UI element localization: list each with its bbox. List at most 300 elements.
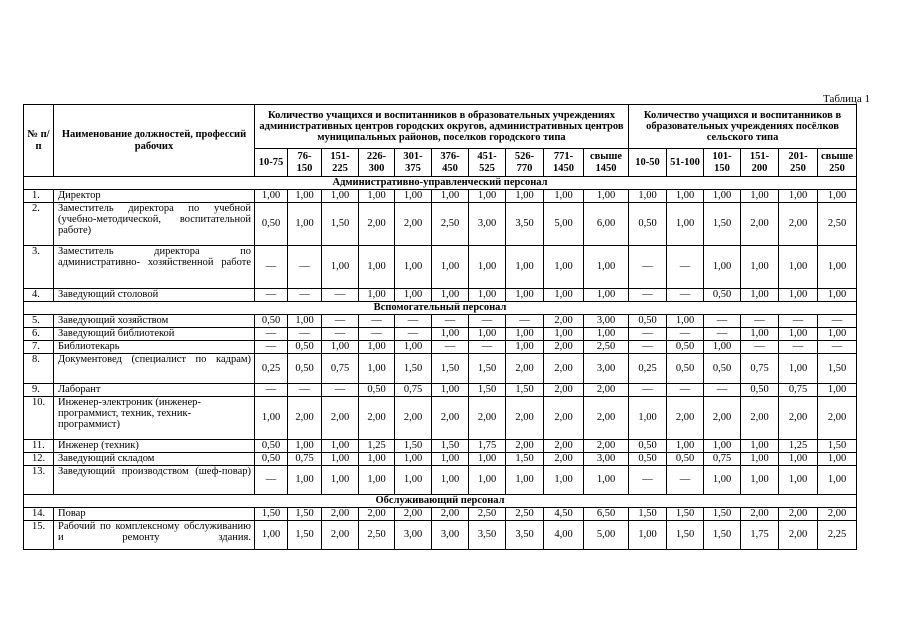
staff-rate-cell: 1,00	[432, 289, 469, 302]
staff-rate-cell: 2,00	[359, 397, 395, 440]
staff-rate-cell: 0,50	[359, 384, 395, 397]
staff-rate-cell: —	[629, 246, 667, 289]
staff-rate-cell: 0,75	[704, 453, 741, 466]
staff-rate-cell: 1,00	[322, 453, 359, 466]
staff-rate-cell: —	[818, 315, 857, 328]
staff-rate-cell: 1,00	[667, 190, 704, 203]
staff-rate-cell: 1,50	[469, 384, 506, 397]
table-row	[24, 354, 857, 384]
header-range-rural: 101-150	[704, 149, 741, 177]
staff-rate-cell: 2,00	[359, 203, 395, 246]
position-name: Рабочий по комплексному обслуживанию и ремонту здания.	[54, 521, 255, 550]
staff-rate-cell: 1,00	[506, 341, 544, 354]
row-number: 3.	[24, 246, 54, 289]
staff-rate-cell: —	[667, 246, 704, 289]
row-number: 5.	[24, 315, 54, 328]
staff-rate-cell: —	[255, 341, 288, 354]
staff-rate-cell: 1,00	[432, 453, 469, 466]
staff-rate-cell: 1,50	[322, 203, 359, 246]
table-caption: Таблица 1	[823, 93, 871, 105]
staff-rate-cell: 1,00	[741, 328, 779, 341]
staff-rate-cell: 1,25	[359, 440, 395, 453]
staff-rate-cell: 1,00	[667, 315, 704, 328]
staff-rate-cell: 1,00	[779, 453, 818, 466]
staff-rate-cell: —	[704, 328, 741, 341]
table-row	[24, 453, 857, 466]
staff-rate-cell: —	[667, 328, 704, 341]
staff-rate-cell: 2,00	[704, 397, 741, 440]
staff-rate-cell: 1,00	[395, 466, 432, 495]
staff-rate-cell: 2,00	[432, 397, 469, 440]
staff-rate-cell: 1,25	[779, 440, 818, 453]
staff-rate-cell: 2,00	[506, 397, 544, 440]
staff-rate-cell: 1,00	[667, 203, 704, 246]
row-number: 13.	[24, 466, 54, 495]
staff-rate-cell: 1,00	[741, 190, 779, 203]
staff-rate-cell: 1,00	[506, 246, 544, 289]
header-rural-group: Количество учащихся и воспитанников в образовательных учреждениях посёлков сельского типа	[629, 105, 857, 149]
staff-rate-cell: 1,00	[629, 397, 667, 440]
staff-rate-cell: 6,00	[584, 203, 629, 246]
staff-rate-cell: 1,00	[288, 440, 322, 453]
staff-rate-cell: 1,00	[584, 246, 629, 289]
section-row	[24, 177, 857, 190]
staff-rate-cell: 0,50	[255, 453, 288, 466]
staff-rate-cell: —	[359, 315, 395, 328]
staff-rate-cell: 1,00	[741, 246, 779, 289]
staff-rate-cell: —	[322, 384, 359, 397]
staff-rate-cell: 3,00	[584, 354, 629, 384]
staff-rate-cell: 1,00	[359, 354, 395, 384]
staff-rate-cell: 1,00	[584, 328, 629, 341]
position-name: Заведующий столовой	[54, 289, 255, 302]
staff-rate-cell: 2,00	[322, 521, 359, 550]
position-name: Заведующий складом	[54, 453, 255, 466]
row-number: 15.	[24, 521, 54, 550]
staff-rate-cell: 1,00	[432, 328, 469, 341]
row-number: 11.	[24, 440, 54, 453]
staff-rate-cell: 2,00	[667, 397, 704, 440]
staff-rate-cell: 0,25	[255, 354, 288, 384]
staff-rate-cell: 3,00	[584, 453, 629, 466]
header-range-urban: 226-300	[359, 149, 395, 177]
staff-rate-cell: 1,00	[779, 328, 818, 341]
staff-rate-cell: 2,00	[544, 354, 584, 384]
row-number: 1.	[24, 190, 54, 203]
staff-rate-cell: 1,00	[818, 190, 857, 203]
staff-rate-cell: —	[395, 328, 432, 341]
staff-rate-cell: 1,00	[779, 246, 818, 289]
staff-rate-cell: 0,50	[288, 354, 322, 384]
staff-rate-cell: 0,75	[741, 354, 779, 384]
staff-rate-cell: 1,00	[704, 341, 741, 354]
staff-rate-cell: 2,50	[359, 521, 395, 550]
header-num: № п/п	[24, 105, 54, 177]
staff-rate-cell: 0,50	[255, 203, 288, 246]
table-row	[24, 190, 857, 203]
staff-rate-cell: 1,00	[544, 246, 584, 289]
staff-rate-cell: —	[469, 315, 506, 328]
header-range-rural: свыше 250	[818, 149, 857, 177]
staff-rate-cell: 2,00	[432, 508, 469, 521]
staff-rate-cell: 1,00	[395, 453, 432, 466]
staff-rate-cell: 0,50	[741, 384, 779, 397]
staff-rate-cell: 2,00	[779, 397, 818, 440]
staff-rate-cell: 1,50	[704, 521, 741, 550]
staff-rate-cell: 1,00	[818, 289, 857, 302]
staff-rate-cell: 1,00	[544, 466, 584, 495]
staff-rate-cell: 1,50	[667, 521, 704, 550]
staff-rate-cell: 2,50	[469, 508, 506, 521]
staff-rate-cell: 2,00	[506, 354, 544, 384]
header-range-rural: 151-200	[741, 149, 779, 177]
position-name: Директор	[54, 190, 255, 203]
staff-rate-cell: 1,00	[359, 246, 395, 289]
staff-rate-cell: —	[288, 246, 322, 289]
staff-rate-cell: —	[432, 341, 469, 354]
staff-rate-cell: 0,50	[629, 440, 667, 453]
staff-rate-cell: 3,00	[469, 203, 506, 246]
staff-rate-cell: 2,50	[432, 203, 469, 246]
staff-rate-cell: 1,50	[818, 354, 857, 384]
staff-rate-cell: 3,00	[395, 521, 432, 550]
staff-rate-cell: 2,00	[584, 384, 629, 397]
staff-rate-cell: 1,50	[395, 440, 432, 453]
header-range-urban: 451-525	[469, 149, 506, 177]
staff-rate-cell: 1,00	[779, 466, 818, 495]
staff-rate-cell: 1,00	[255, 190, 288, 203]
staff-rate-cell: 1,50	[469, 354, 506, 384]
staff-rate-cell: 5,00	[544, 203, 584, 246]
row-number: 7.	[24, 341, 54, 354]
staff-rate-cell: 2,00	[779, 203, 818, 246]
staff-rate-cell: 1,50	[288, 508, 322, 521]
staff-rate-cell: 2,00	[544, 453, 584, 466]
staff-rate-cell: 1,00	[544, 328, 584, 341]
staff-rate-cell: 1,00	[704, 246, 741, 289]
staff-rate-cell: 1,50	[704, 508, 741, 521]
position-name: Инженер-электроник (инженер-программист, техник, техник-программист)	[54, 397, 255, 440]
staff-rate-cell: 1,00	[741, 453, 779, 466]
header-range-urban: 151-225	[322, 149, 359, 177]
staff-rate-cell: 1,50	[704, 203, 741, 246]
staff-rate-cell: 1,00	[432, 190, 469, 203]
staff-rate-cell: 2,00	[469, 397, 506, 440]
staff-rate-cell: 0,75	[395, 384, 432, 397]
staff-rate-cell: 1,50	[288, 521, 322, 550]
header-range-urban: 376-450	[432, 149, 469, 177]
staff-rate-cell: 1,00	[395, 341, 432, 354]
staff-rate-cell: 1,00	[469, 246, 506, 289]
staff-rate-cell: 1,00	[741, 466, 779, 495]
staff-rate-cell: 0,50	[629, 315, 667, 328]
staff-rate-cell: 2,00	[818, 397, 857, 440]
staff-rate-cell: —	[432, 315, 469, 328]
staff-rate-cell: —	[255, 328, 288, 341]
staff-rate-cell: —	[255, 289, 288, 302]
staff-rate-cell: 2,00	[395, 508, 432, 521]
staff-rate-cell: 1,00	[395, 246, 432, 289]
staff-rate-cell: 1,00	[469, 289, 506, 302]
staff-rate-cell: 2,25	[818, 521, 857, 550]
staff-rate-cell: 3,50	[506, 521, 544, 550]
staff-rate-cell: 1,00	[432, 246, 469, 289]
staff-rate-cell: 1,50	[667, 508, 704, 521]
staff-rate-cell: 4,50	[544, 508, 584, 521]
section-row	[24, 495, 857, 508]
staff-rate-cell: 2,00	[322, 508, 359, 521]
header-name: Наименование должностей, профессий рабочих	[54, 105, 255, 177]
staff-rate-cell: 1,00	[322, 341, 359, 354]
staff-rate-cell: —	[359, 328, 395, 341]
staff-rate-cell: —	[255, 384, 288, 397]
header-urban-group: Количество учащихся и воспитанников в образовательных учреждениях административных центров городских округов, административных центров муниципальных районов, поселков городского типа	[255, 105, 629, 149]
staff-rate-cell: 1,00	[741, 440, 779, 453]
staff-rate-cell: 0,50	[667, 341, 704, 354]
table-row	[24, 289, 857, 302]
staff-rate-cell: 2,00	[544, 397, 584, 440]
row-number: 4.	[24, 289, 54, 302]
staff-rate-cell: 1,00	[667, 440, 704, 453]
staff-rate-cell: 0,50	[667, 453, 704, 466]
staff-rate-cell: 2,00	[584, 440, 629, 453]
header-range-urban: 771-1450	[544, 149, 584, 177]
table-row	[24, 246, 857, 289]
staff-rate-cell: 1,00	[288, 466, 322, 495]
staff-rate-cell: 5,00	[584, 521, 629, 550]
table-row	[24, 440, 857, 453]
staff-rate-cell: 1,00	[469, 466, 506, 495]
staff-rate-cell: —	[741, 315, 779, 328]
staff-rate-cell: 2,00	[288, 397, 322, 440]
row-number: 10.	[24, 397, 54, 440]
position-name: Инженер (техник)	[54, 440, 255, 453]
staff-rate-cell: 2,00	[818, 508, 857, 521]
section-title: Вспомогательный персонал	[24, 302, 857, 315]
staff-rate-cell: 3,50	[469, 521, 506, 550]
staff-rate-cell: 1,00	[322, 246, 359, 289]
staff-rate-cell: 2,50	[506, 508, 544, 521]
staff-rate-cell: 1,00	[629, 521, 667, 550]
position-name: Лаборант	[54, 384, 255, 397]
table-row	[24, 315, 857, 328]
staff-rate-cell: —	[629, 289, 667, 302]
position-name: Заведующий производством (шеф-повар)	[54, 466, 255, 495]
staff-rate-cell: 1,00	[359, 289, 395, 302]
staff-rate-cell: 1,50	[818, 440, 857, 453]
table-row	[24, 328, 857, 341]
staff-rate-cell: 1,00	[469, 453, 506, 466]
staff-rate-cell: 2,00	[779, 508, 818, 521]
staff-rate-cell: —	[704, 315, 741, 328]
staff-rate-cell: 0,25	[629, 354, 667, 384]
row-number: 8.	[24, 354, 54, 384]
staff-rate-cell: 3,50	[506, 203, 544, 246]
position-name: Заведующий хозяйством	[54, 315, 255, 328]
position-name: Повар	[54, 508, 255, 521]
staff-rate-cell: 0,50	[255, 440, 288, 453]
staff-rate-cell: 3,00	[432, 521, 469, 550]
position-name: Заместитель директора по административно- хозяйственной работе	[54, 246, 255, 289]
staff-rate-cell: 2,00	[395, 397, 432, 440]
staff-rate-cell: 1,00	[741, 289, 779, 302]
staff-rate-cell: 1,00	[704, 440, 741, 453]
position-name: Заведующий библиотекой	[54, 328, 255, 341]
staff-rate-cell: —	[629, 384, 667, 397]
staff-rate-cell: 1,00	[818, 466, 857, 495]
staff-rate-cell: 1,00	[255, 521, 288, 550]
staff-rate-cell: 2,50	[584, 341, 629, 354]
staff-rate-cell: 1,00	[584, 289, 629, 302]
staff-rate-cell: 1,00	[322, 440, 359, 453]
staff-rate-cell: —	[667, 466, 704, 495]
staff-rate-cell: 0,75	[322, 354, 359, 384]
staff-rate-cell: 2,00	[322, 397, 359, 440]
staff-rate-cell: 1,00	[288, 203, 322, 246]
row-number: 2.	[24, 203, 54, 246]
staff-rate-cell: 0,50	[667, 354, 704, 384]
position-name: Документовед (специалист по кадрам)	[54, 354, 255, 384]
staff-rate-cell: 0,50	[704, 289, 741, 302]
staff-rate-cell: —	[322, 315, 359, 328]
staff-rate-cell: 2,00	[741, 203, 779, 246]
staff-rate-cell: 1,50	[432, 440, 469, 453]
staff-rate-cell: 0,50	[629, 203, 667, 246]
staff-rate-cell: 2,00	[395, 203, 432, 246]
section-row	[24, 302, 857, 315]
staff-rate-cell: 1,00	[359, 466, 395, 495]
table-row	[24, 341, 857, 354]
staff-rate-cell: 1,00	[469, 328, 506, 341]
staff-rate-cell: 1,00	[506, 289, 544, 302]
staff-rate-cell: —	[288, 289, 322, 302]
staff-rate-cell: 1,00	[469, 190, 506, 203]
staff-rate-cell: 1,00	[779, 289, 818, 302]
staff-rate-cell: 1,00	[322, 466, 359, 495]
staff-rate-cell: 1,00	[818, 384, 857, 397]
header-range-urban: 301-375	[395, 149, 432, 177]
table-row	[24, 466, 857, 495]
staff-rate-cell: 6,50	[584, 508, 629, 521]
staff-rate-cell: 1,50	[506, 384, 544, 397]
staff-rate-cell: —	[629, 328, 667, 341]
staff-rate-cell: 1,75	[741, 521, 779, 550]
staff-rate-cell: 1,75	[469, 440, 506, 453]
staff-rate-cell: 1,00	[322, 190, 359, 203]
staff-rate-cell: 0,50	[629, 453, 667, 466]
staff-rate-cell: —	[629, 341, 667, 354]
staff-rate-cell: —	[288, 384, 322, 397]
staff-rate-cell: 1,00	[255, 397, 288, 440]
staff-rate-cell: 1,00	[544, 289, 584, 302]
staff-rate-cell: 2,00	[741, 397, 779, 440]
header-range-rural: 51-100	[667, 149, 704, 177]
staff-rate-cell: 2,00	[741, 508, 779, 521]
staff-rate-cell: —	[506, 315, 544, 328]
row-number: 12.	[24, 453, 54, 466]
staff-rate-cell: —	[779, 315, 818, 328]
staff-rate-cell: —	[818, 341, 857, 354]
staff-rate-cell: 1,00	[779, 190, 818, 203]
staff-rate-cell: —	[469, 341, 506, 354]
staff-rate-cell: 1,00	[395, 190, 432, 203]
staff-rate-cell: 2,00	[544, 315, 584, 328]
staff-rate-cell: 1,50	[395, 354, 432, 384]
staff-rate-cell: 1,00	[584, 466, 629, 495]
staff-rate-cell: 0,50	[255, 315, 288, 328]
staff-rate-cell: 1,00	[629, 190, 667, 203]
staff-rate-cell: 1,50	[629, 508, 667, 521]
header-range-rural: 201-250	[779, 149, 818, 177]
header-range-urban: 76-150	[288, 149, 322, 177]
staff-rate-cell: 1,00	[288, 315, 322, 328]
staff-rate-cell: —	[395, 315, 432, 328]
staff-rate-cell: 2,00	[359, 508, 395, 521]
staff-rate-cell: —	[288, 328, 322, 341]
position-name: Заместитель директора по учебной (учебно-методической, воспитательной работе)	[54, 203, 255, 246]
staff-rate-cell: 1,00	[584, 190, 629, 203]
section-title: Административно-управленческий персонал	[24, 177, 857, 190]
staff-rate-cell: —	[629, 466, 667, 495]
row-number: 6.	[24, 328, 54, 341]
staff-rate-cell: 1,00	[544, 190, 584, 203]
table-row	[24, 521, 857, 550]
staff-rate-cell: —	[779, 341, 818, 354]
header-range-urban: 10-75	[255, 149, 288, 177]
staffing-table	[23, 104, 857, 550]
staff-rate-cell: 1,00	[506, 466, 544, 495]
staff-rate-cell: 1,00	[704, 190, 741, 203]
table-row	[24, 203, 857, 246]
staff-rate-cell: 0,75	[779, 384, 818, 397]
staff-rate-cell: 1,00	[506, 190, 544, 203]
staff-rate-cell: 0,50	[288, 341, 322, 354]
row-number: 9.	[24, 384, 54, 397]
staff-rate-cell: 1,00	[432, 384, 469, 397]
staff-rate-cell: 1,50	[432, 354, 469, 384]
staff-rate-cell: 0,50	[704, 354, 741, 384]
staff-rate-cell: 2,00	[584, 397, 629, 440]
staff-rate-cell: —	[667, 289, 704, 302]
staff-rate-cell: —	[704, 384, 741, 397]
staff-rate-cell: 2,00	[779, 521, 818, 550]
staff-rate-cell: —	[741, 341, 779, 354]
staff-rate-cell: 2,00	[544, 341, 584, 354]
table-row	[24, 397, 857, 440]
staff-rate-cell: 1,00	[818, 328, 857, 341]
staff-rate-cell: —	[322, 328, 359, 341]
staff-rate-cell: 2,00	[544, 384, 584, 397]
staff-rate-cell: 1,00	[779, 354, 818, 384]
header-range-urban: свыше 1450	[584, 149, 629, 177]
staff-rate-cell: 1,00	[818, 246, 857, 289]
staff-rate-cell: 3,00	[584, 315, 629, 328]
position-name: Библиотекарь	[54, 341, 255, 354]
staff-rate-cell: 1,00	[818, 453, 857, 466]
staff-rate-cell: 1,00	[288, 190, 322, 203]
staff-rate-cell: 1,50	[255, 508, 288, 521]
staff-rate-cell: 2,00	[506, 440, 544, 453]
staff-rate-cell: 1,00	[395, 289, 432, 302]
header-range-urban: 526-770	[506, 149, 544, 177]
staff-rate-cell: —	[255, 466, 288, 495]
staff-rate-cell: 1,00	[506, 328, 544, 341]
staff-rate-cell: 1,00	[432, 466, 469, 495]
staff-rate-cell: 2,00	[544, 440, 584, 453]
staff-rate-cell: 2,50	[818, 203, 857, 246]
staff-rate-cell: 1,50	[506, 453, 544, 466]
staff-rate-cell: —	[255, 246, 288, 289]
